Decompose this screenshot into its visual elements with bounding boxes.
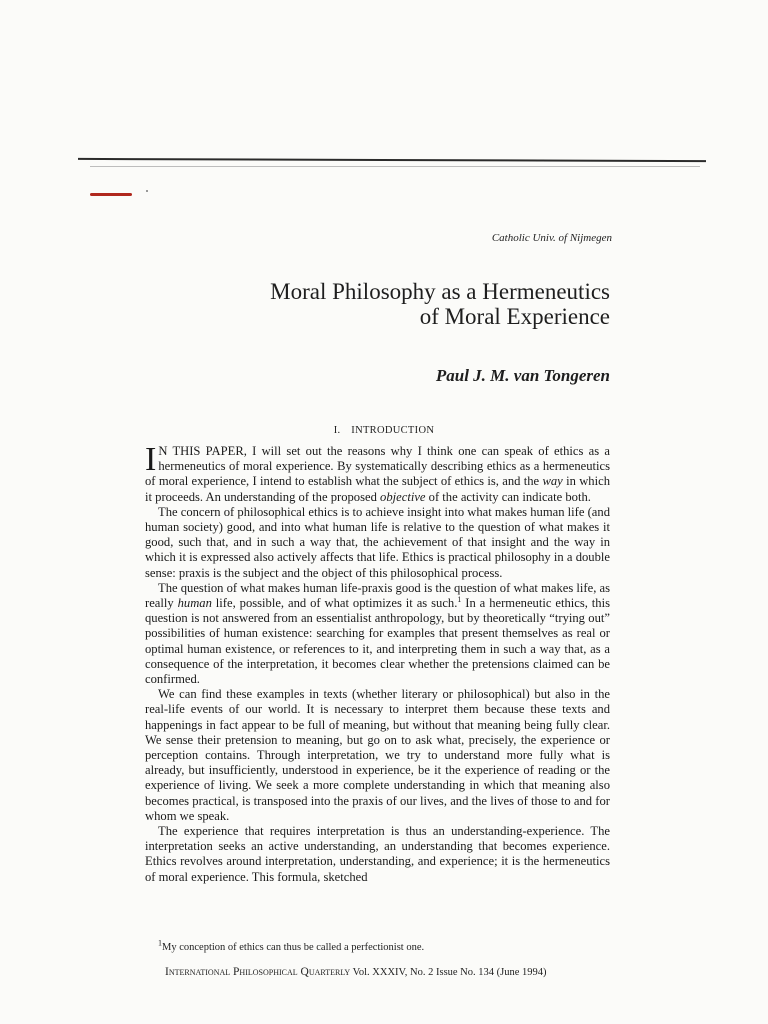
paragraph-5: The experience that requires interpretation is thus an understanding-experience. The interpretation seeks an active understanding, an understanding that becomes experience. Ethics revolves around interpretation, understanding, and experience; it is the hermeneutics of moral experience. This formula, sketched	[145, 824, 610, 884]
drop-cap: I	[145, 441, 157, 478]
journal-citation	[165, 966, 547, 978]
footnote-mark: 1	[158, 938, 162, 948]
footnote-ref: 1	[457, 594, 462, 604]
affiliation: Catholic Univ. of Nijmegen	[491, 232, 612, 244]
journal-issue: Vol. XXXIV, No. 2 Issue No. 134 (June 1994)	[350, 967, 547, 978]
top-rule-shadow	[90, 166, 700, 167]
author-name: Paul J. M. van Tongeren	[435, 366, 610, 385]
paragraph-1: I N THIS PAPER, I will set out the reasons why I think one can speak of ethics as a hermeneutics of moral experience. By systematically describing ethics as a hermeneutics of moral experience, I intend to establish what the subject of ethics is, and the way in which it proceeds. An understanding of the proposed objective of the activity can indicate both.	[145, 441, 610, 504]
footnote-text: My conception of ethics can thus be called a perfectionist one.	[162, 942, 425, 953]
paragraph-2: The concern of philosophical ethics is to achieve insight into what makes human life (and human society) good, and into what human life is relative to the question of what makes it good, such that, and in such a way that, the achievement of that insight and the way in which it is expressed also actively affects that life. Ethics is practical philosophy in a double sense: praxis is the subject and the object of this philosophical process.	[145, 504, 610, 580]
paragraph-3: The question of what makes human life-praxis good is the question of what makes life, as really human life, possible, and of what optimizes it as such.$^1$ In a hermeneutic ethics, this question is not answered from an essentialist anthropology, but by theoretically “trying out” possibilities of human existence: searching for examples that present themselves as real or optimal human existence, or references to it, and interpreting them in such a way that, as a consequence of the interpretation, it becomes clear whether the pretensions claimed can be confirmed.	[145, 580, 610, 687]
title-line-1: Moral Philosophy as a Hermeneutics	[270, 279, 610, 304]
footnote	[158, 938, 425, 953]
top-rule	[78, 158, 706, 162]
section-heading: I. INTRODUCTION	[333, 425, 435, 436]
article-title	[270, 279, 610, 329]
paragraph-4: We can find these examples in texts (whether literary or philosophical) but also in the real-life events of our world. It is necessary to interpret them because these texts and happenings in fact appear to be full of meaning, but without that meaning being fully clear. We sense their pretension to meaning, but go on to ask what, precisely, the experience or perception contains. Through interpretation, we try to understand more fully what is already, but insufficiently, understood in experience, be it the experience of reading or the experience of living. We seek a more complete understanding in which that meaning also becomes practical, is transposed into the praxis of our lives, and the lives of those to and for whom we speak.	[145, 687, 610, 823]
lead-in: N THIS PAPER,	[158, 444, 247, 458]
red-mark	[90, 193, 132, 196]
journal-name: International Philosophical Quarterly	[165, 966, 351, 978]
speck	[146, 190, 148, 192]
body-text	[145, 441, 610, 885]
title-line-2: of Moral Experience	[419, 304, 610, 329]
